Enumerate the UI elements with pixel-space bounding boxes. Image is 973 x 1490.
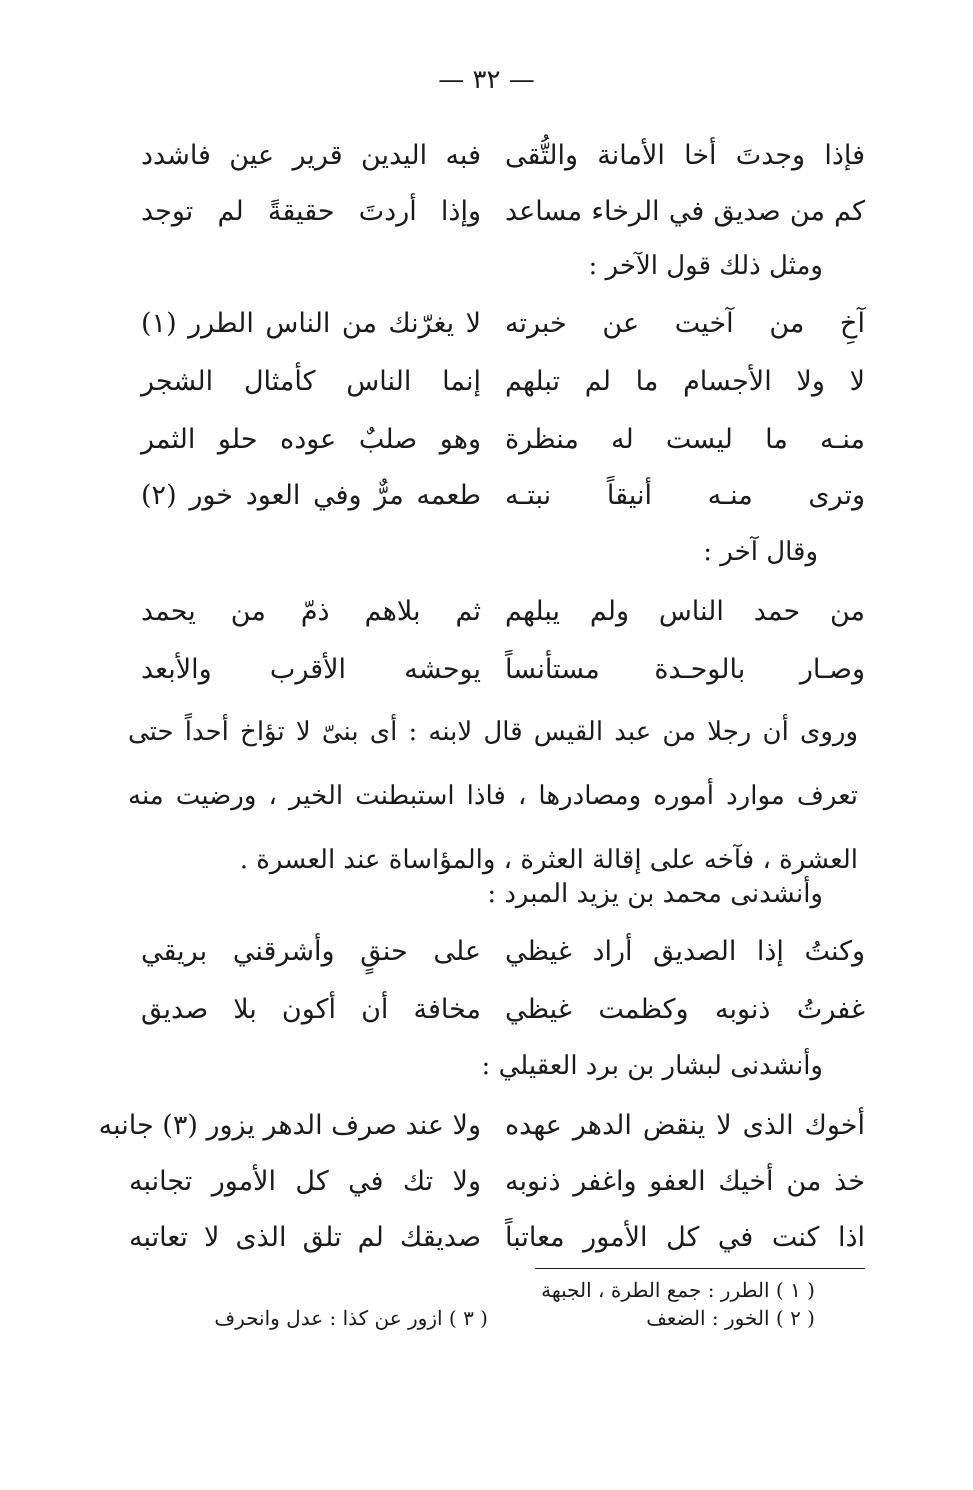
- verse-first-hemistich: منـه ما ليست له منظرة: [505, 424, 865, 455]
- verse-second-hemistich: مخافة أن أكون بلا صديق: [141, 994, 481, 1025]
- prose-paragraph: [128, 700, 858, 892]
- verse-introduction: ومثل ذلك قول الآخر :: [588, 251, 823, 281]
- verse-line: [0, 468, 973, 524]
- verse-first-hemistich: فإذا وجدتَ أخا الأمانة والتُّقى: [505, 140, 865, 171]
- verse-second-hemistich: طعمه مرٌّ وفي العود خور (٢): [141, 480, 481, 511]
- verse-second-hemistich: لا يغرّنك من الناس الطرر (١): [141, 308, 481, 339]
- verse-second-hemistich: فبه اليدين قرير عين فاشدد: [141, 140, 481, 171]
- footnote-separator: [535, 1268, 865, 1269]
- verse-first-hemistich: من حمد الناس ولم يبلهم: [505, 596, 865, 627]
- verse-first-hemistich: كم من صديق في الرخاء مساعد: [505, 196, 865, 227]
- verse-line: [0, 184, 973, 240]
- footnote: ( ٢ ) الخور : الضعف: [646, 1306, 815, 1330]
- verse-second-hemistich: على حنقٍ وأشرقني بريقي: [141, 936, 481, 967]
- page-number: — ٣٢ —: [438, 65, 535, 95]
- verse-introduction: وأنشدنى لبشار بن برد العقيلي :: [481, 1051, 823, 1081]
- verse-line: [0, 584, 973, 640]
- verse-line: [0, 924, 973, 980]
- verse-second-hemistich: صديقك لم تلق الذى لا تعاتبه: [129, 1222, 481, 1253]
- verse-second-hemistich: ثم بلاهم ذمّ من يحمد: [141, 596, 481, 627]
- verse-first-hemistich: وترى منـه أنيقاً نبتـه: [505, 480, 865, 511]
- verse-introduction: وأنشدنى محمد بن يزيد المبرد :: [487, 879, 823, 909]
- verse-first-hemistich: لا ولا الأجسام ما لم تبلهم: [505, 366, 865, 397]
- verse-line: [0, 1154, 973, 1210]
- verse-first-hemistich: وكنتُ إذا الصديق أراد غيظي: [505, 936, 865, 967]
- verse-introduction: وقال آخر :: [703, 537, 818, 567]
- verse-first-hemistich: آخِ من آخيت عن خبرته: [505, 308, 865, 339]
- verse-first-hemistich: وصـار بالوحـدة مستأنساً: [505, 654, 865, 685]
- verse-first-hemistich: أخوك الذى لا ينقض الدهر عهده: [505, 1110, 865, 1141]
- verse-line: [0, 1210, 973, 1266]
- verse-line: [0, 1098, 973, 1154]
- verse-first-hemistich: غفرتُ ذنوبه وكظمت غيظي: [505, 994, 865, 1025]
- verse-line: [0, 296, 973, 352]
- footnote: ( ٣ ) ازور عن كذا : عدل وانحرف: [214, 1306, 488, 1330]
- verse-second-hemistich: يوحشه الأقرب والأبعد: [141, 654, 481, 685]
- verse-second-hemistich: ولا عند صرف الدهر يزور (٣) جانبه: [98, 1110, 481, 1141]
- verse-line: [0, 354, 973, 410]
- verse-line: [0, 412, 973, 468]
- verse-line: [0, 982, 973, 1038]
- verse-first-hemistich: اذا كنت في كل الأمور معاتباً: [505, 1222, 865, 1253]
- verse-second-hemistich: وهو صلبٌ عوده حلو الثمر: [141, 424, 481, 455]
- verse-line: [0, 128, 973, 184]
- verse-line: [0, 642, 973, 698]
- verse-second-hemistich: إنما الناس كأمثال الشجر: [141, 366, 481, 397]
- footnote: ( ١ ) الطرر : جمع الطرة ، الجبهة: [541, 1278, 815, 1302]
- verse-second-hemistich: ولا تك في كل الأمور تجانبه: [129, 1166, 481, 1197]
- verse-first-hemistich: خذ من أخيك العفو واغفر ذنوبه: [505, 1166, 865, 1197]
- prose-text: وروى أن رجلا من عبد القيس قال لابنه : أى بنىّ لا تؤاخ أحداً حتى تعرف موارد أموره ومصادرها ، فاذا استبطنت الخير ، ورضيت منه العشرة ، فآخه على إقالة العثرة ، والمؤاساة عند العسرة .: [128, 717, 858, 875]
- verse-second-hemistich: وإذا أردتَ حقيقةً لم توجد: [141, 196, 481, 227]
